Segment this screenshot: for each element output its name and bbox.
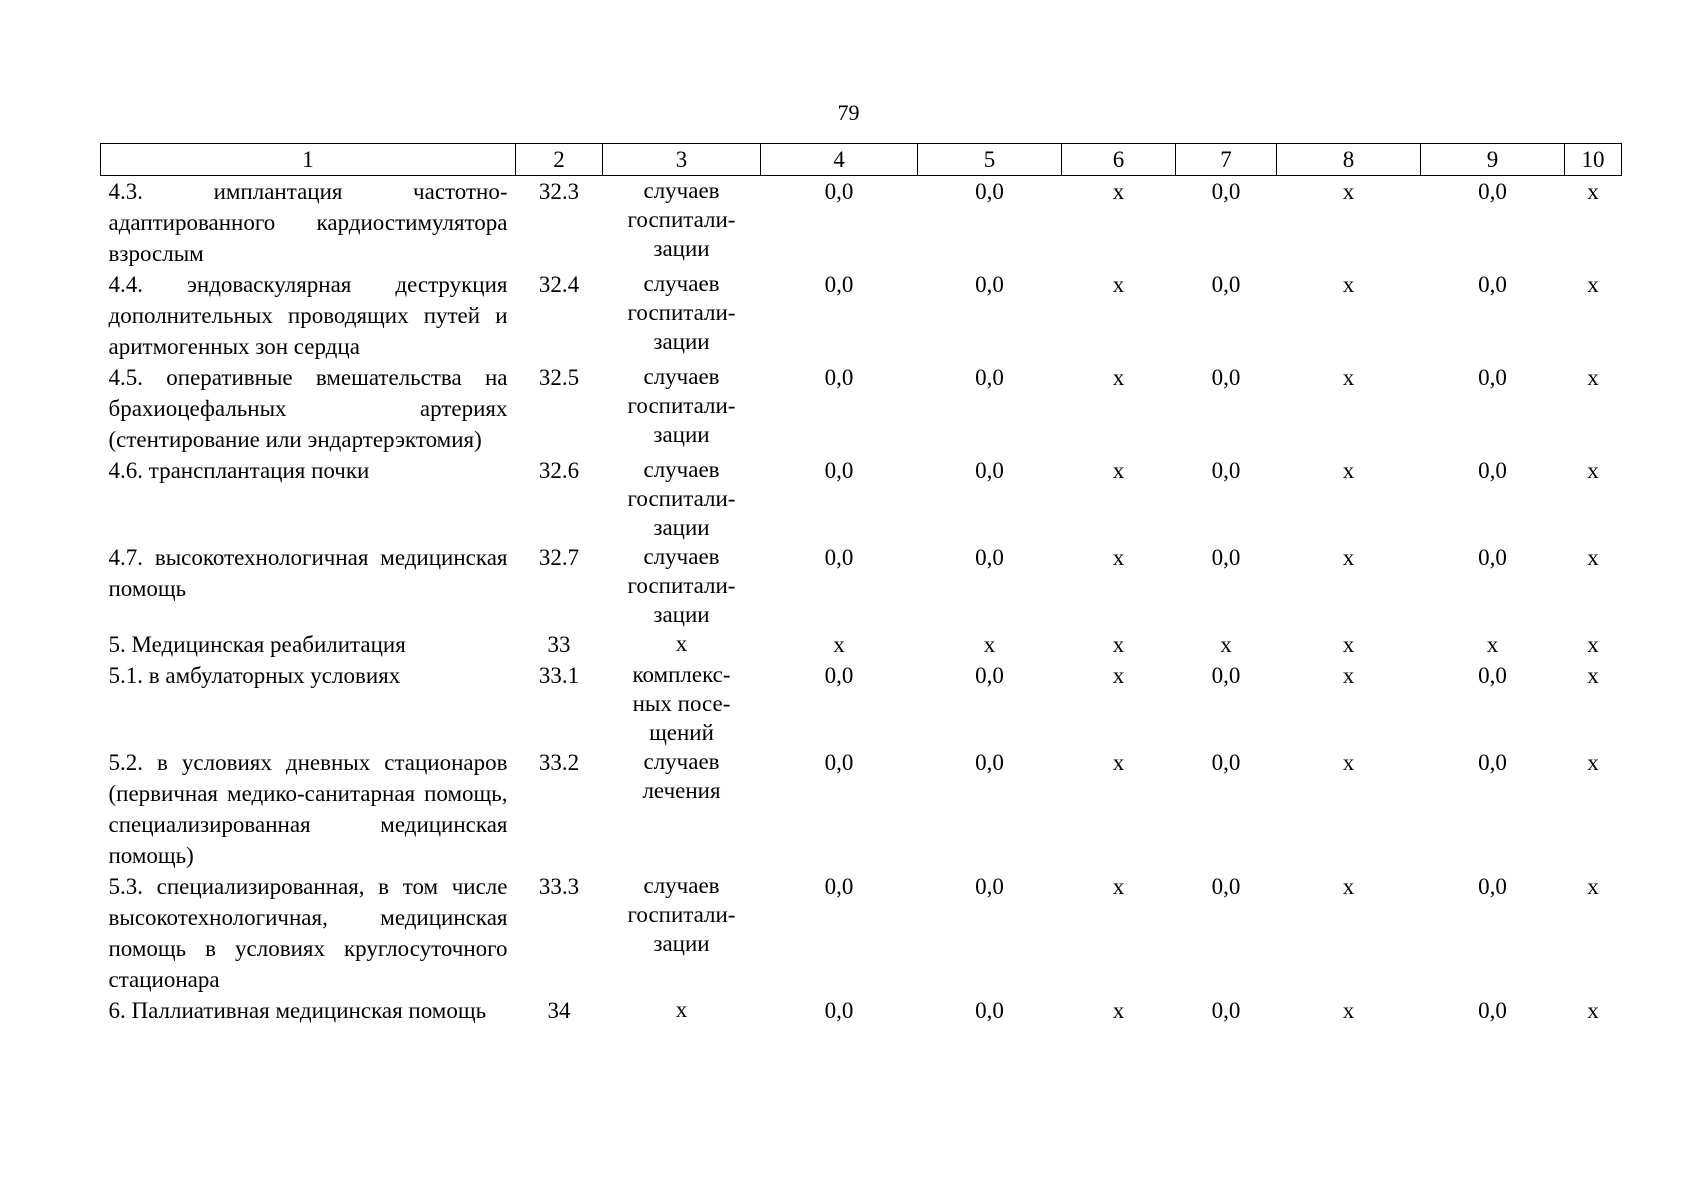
value-cell: х [983, 632, 996, 657]
value-cell: 0,0 [1478, 874, 1507, 899]
unit-cell [603, 995, 761, 1026]
value-cell: 0,0 [1211, 458, 1241, 483]
column-header: 8 [1277, 144, 1421, 176]
value-cell: х [1112, 750, 1125, 775]
column-header: 3 [603, 144, 761, 176]
value-cell: х [1112, 179, 1125, 204]
value-cell: х [1112, 458, 1125, 483]
unit-cell [603, 455, 761, 542]
indicator-name-cell: 4.7. высокотехнологичная медицинская помощь [108, 545, 508, 601]
row-code-cell: 33.3 [538, 874, 580, 899]
value-cell: 0,0 [975, 458, 1004, 483]
value-cell: х [1342, 545, 1355, 570]
row-code-cell: 32.4 [538, 272, 580, 297]
value-cell: х [833, 632, 845, 657]
row-code-cell: 33.1 [538, 663, 580, 688]
unit-line: зации [653, 422, 710, 447]
unit-line: случаев [643, 457, 720, 482]
column-header: 5 [918, 144, 1062, 176]
indicator-name-cell: 5. Медицинская реабилитация [108, 632, 406, 657]
unit-cell [603, 176, 761, 270]
value-cell: х [1112, 874, 1125, 899]
unit-line: х [675, 997, 688, 1022]
unit-cell [603, 362, 761, 455]
value-cell: 0,0 [975, 545, 1004, 570]
unit-cell [603, 542, 761, 629]
value-cell: х [1342, 663, 1355, 688]
indicator-name-cell: 4.6. трансплантация почки [108, 458, 370, 483]
unit-line: случаев [643, 544, 720, 569]
value-cell: х [1587, 750, 1599, 775]
value-cell: х [1587, 179, 1599, 204]
unit-line: случаев [643, 749, 720, 774]
value-cell: 0,0 [975, 663, 1004, 688]
value-cell: х [1587, 365, 1599, 390]
header-row [101, 144, 1622, 176]
table-row [101, 629, 1622, 660]
row-code-cell: 32.6 [538, 458, 580, 483]
value-cell: х [1342, 272, 1355, 297]
value-cell: 0,0 [1478, 179, 1507, 204]
value-cell: х [1220, 632, 1232, 657]
unit-line: госпитали- [627, 573, 736, 598]
value-cell: 0,0 [1478, 998, 1507, 1023]
page-number: 79 [837, 100, 860, 125]
value-cell: х [1342, 365, 1355, 390]
value-cell: 0,0 [824, 750, 854, 775]
value-cell: х [1587, 632, 1599, 657]
value-cell: 0,0 [1478, 365, 1507, 390]
indicator-name-cell: 4.5. оперативные вмешательства на брахиоцефальных артериях (стентирование или эндартерэктомия) [108, 365, 508, 452]
value-cell: 0,0 [1211, 545, 1241, 570]
value-cell: х [1112, 998, 1125, 1023]
unit-line: зации [653, 329, 710, 354]
value-cell: х [1342, 458, 1355, 483]
value-cell: 0,0 [1478, 750, 1507, 775]
unit-cell [603, 660, 761, 747]
value-cell: 0,0 [1478, 272, 1507, 297]
row-code-cell: 33.2 [538, 750, 580, 775]
table-row [101, 176, 1622, 270]
value-cell: 0,0 [824, 663, 854, 688]
value-cell: х [1112, 272, 1125, 297]
indicator-name-cell: 4.4. эндоваскулярная деструкция дополнительных проводящих путей и аритмогенных зон сердца [108, 272, 508, 359]
row-code-cell: 34 [547, 998, 571, 1023]
column-header: 9 [1421, 144, 1565, 176]
table-row [101, 362, 1622, 455]
unit-line: госпитали- [627, 393, 736, 418]
value-cell: 0,0 [975, 272, 1004, 297]
unit-line: госпитали- [627, 902, 736, 927]
value-cell: х [1112, 365, 1125, 390]
value-cell: х [1486, 632, 1499, 657]
indicator-name-cell: 5.2. в условиях дневных стационаров (первичная медико-санитарная помощь, специализированная медицинская помощь) [108, 750, 508, 868]
value-cell: х [1112, 632, 1125, 657]
value-cell: 0,0 [1211, 750, 1241, 775]
indicator-name-cell: 6. Паллиативная медицинская помощь [108, 998, 487, 1023]
unit-line: комплекс- [632, 662, 731, 687]
value-cell: 0,0 [824, 365, 854, 390]
unit-line: х [675, 631, 688, 656]
unit-line: лечения [642, 778, 721, 803]
row-code-cell: 32.3 [538, 179, 580, 204]
table-row [101, 995, 1622, 1026]
unit-line: случаев [643, 178, 720, 203]
unit-line: госпитали- [627, 486, 736, 511]
value-cell: 0,0 [1211, 874, 1241, 899]
value-cell: 0,0 [824, 998, 854, 1023]
table-row [101, 455, 1622, 542]
unit-line: госпитали- [627, 300, 736, 325]
table-body [101, 176, 1622, 1027]
value-cell: х [1587, 545, 1599, 570]
unit-line: щений [649, 720, 714, 745]
unit-line: ных посе- [632, 691, 731, 716]
table-row [101, 747, 1622, 871]
unit-cell [603, 269, 761, 362]
value-cell: 0,0 [1211, 179, 1241, 204]
unit-line: зации [653, 931, 710, 956]
value-cell: х [1112, 663, 1125, 688]
row-code-cell: 32.7 [538, 545, 580, 570]
column-header: 10 [1565, 144, 1622, 176]
value-cell: 0,0 [1478, 545, 1507, 570]
value-cell: 0,0 [1211, 663, 1241, 688]
value-cell: 0,0 [975, 874, 1004, 899]
unit-line: госпитали- [627, 207, 736, 232]
row-code-cell: 32.5 [538, 365, 580, 390]
unit-cell [603, 747, 761, 871]
value-cell: 0,0 [824, 458, 854, 483]
unit-line: зации [653, 602, 710, 627]
indicator-name-cell: 5.3. специализированная, в том числе высокотехнологичная, медицинская помощь в условиях круглосуточного стационара [108, 874, 508, 992]
value-cell: 0,0 [1211, 998, 1241, 1023]
value-cell: 0,0 [824, 874, 854, 899]
table-row [101, 660, 1622, 747]
value-cell: 0,0 [824, 272, 854, 297]
value-cell: 0,0 [1478, 458, 1507, 483]
value-cell: х [1587, 458, 1599, 483]
column-header: 7 [1176, 144, 1277, 176]
value-cell: х [1342, 874, 1355, 899]
unit-line: случаев [643, 873, 720, 898]
indicator-name-cell: 4.3. имплантация частотно-адаптированного кардиостимулятора взрослым [108, 179, 508, 266]
value-cell: х [1587, 272, 1599, 297]
indicator-name-cell: 5.1. в амбулаторных условиях [108, 663, 401, 688]
value-cell: х [1112, 545, 1125, 570]
value-cell: х [1587, 998, 1599, 1023]
value-cell: х [1342, 750, 1355, 775]
unit-line: зации [653, 236, 710, 261]
column-header: 4 [761, 144, 918, 176]
value-cell: 0,0 [824, 545, 854, 570]
value-cell: 0,0 [1478, 663, 1507, 688]
value-cell: 0,0 [975, 750, 1004, 775]
table-row [101, 871, 1622, 995]
data-table [100, 143, 1622, 1026]
column-header: 6 [1062, 144, 1176, 176]
unit-cell [603, 871, 761, 995]
value-cell: х [1587, 663, 1599, 688]
value-cell: 0,0 [1211, 272, 1241, 297]
column-header: 1 [101, 144, 516, 176]
table-row [101, 269, 1622, 362]
value-cell: х [1342, 179, 1355, 204]
column-header: 2 [516, 144, 603, 176]
unit-line: случаев [643, 271, 720, 296]
value-cell: 0,0 [975, 365, 1004, 390]
value-cell: 0,0 [1211, 365, 1241, 390]
table-row [101, 542, 1622, 629]
unit-cell [603, 629, 761, 660]
value-cell: х [1342, 632, 1355, 657]
unit-line: случаев [643, 364, 720, 389]
unit-line: зации [653, 515, 710, 540]
value-cell: х [1342, 998, 1355, 1023]
value-cell: 0,0 [975, 179, 1004, 204]
value-cell: 0,0 [975, 998, 1004, 1023]
value-cell: 0,0 [824, 179, 854, 204]
row-code-cell: 33 [547, 632, 571, 657]
value-cell: х [1587, 874, 1599, 899]
